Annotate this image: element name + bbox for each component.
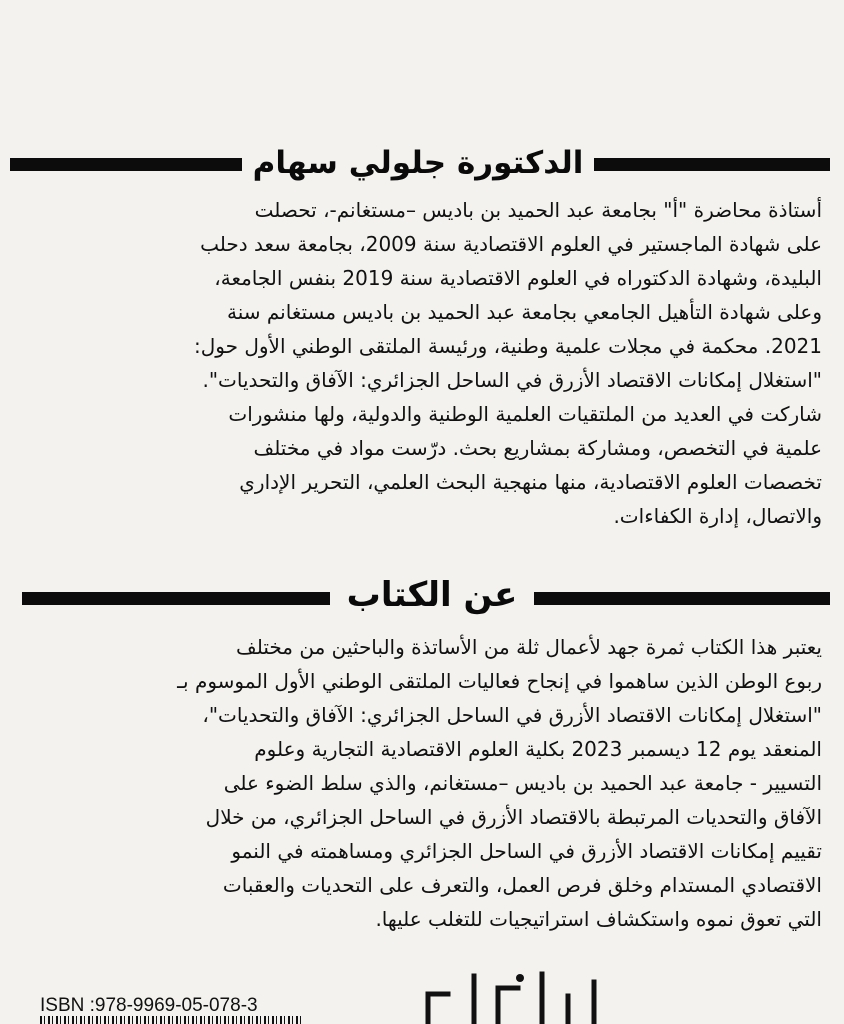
- bio-line: "استغلال إمكانات الاقتصاد الأزرق في الساحل الجزائري: الآفاق والتحديات".: [202, 368, 822, 392]
- bio-line: البليدة، وشهادة الدكتوراه في العلوم الاقتصادية سنة 2019 بنفس الجامعة،: [214, 266, 822, 290]
- isbn-label: ISBN :978-9969-05-078-3: [40, 995, 258, 1016]
- bio-line: أستاذة محاضرة "أ" بجامعة عبد الحميد بن باديس –مستغانم-، تحصلت: [254, 198, 822, 222]
- summary-line: يعتبر هذا الكتاب ثمرة جهد لأعمال ثلة من الأساتذة والباحثين من مختلف: [236, 635, 822, 659]
- author-heading-row: [0, 138, 844, 188]
- bio-line: والاتصال، إدارة الكفاءات.: [613, 504, 822, 528]
- bio-line: شاركت في العديد من الملتقيات العلمية الوطنية والدولية، ولها منشورات: [228, 402, 822, 426]
- heading-rule-right: [534, 592, 830, 605]
- bio-line: وعلى شهادة التأهيل الجامعي بجامعة عبد الحميد بن باديس مستغانم سنة: [226, 300, 822, 324]
- summary-line: التسيير - جامعة عبد الحميد بن باديس –مستغانم، والذي سلط الضوء على: [223, 771, 822, 795]
- bio-line: 2021. محكمة في مجلات علمية وطنية، ورئيسة الملتقى الوطني الأول حول:: [194, 334, 822, 358]
- summary-line: تقييم إمكانات الاقتصاد الأزرق في الساحل الجزائري ومساهمته في النمو: [231, 839, 822, 863]
- about-book-heading: عن الكتاب: [346, 575, 518, 615]
- summary-line: ربوع الوطن الذين ساهموا في إنجاح فعاليات الملتقى الوطني الأول الموسوم بـ: [177, 669, 822, 693]
- bio-line: على شهادة الماجستير في العلوم الاقتصادية سنة 2009، بجامعة سعد دحلب: [200, 232, 822, 256]
- heading-rule-left: [10, 158, 242, 171]
- barcode: [40, 1016, 302, 1024]
- summary-line: "استغلال إمكانات الاقتصاد الأزرق في الساحل الجزائري: الآفاق والتحديات"،: [202, 703, 822, 727]
- about-book-heading-row: [0, 570, 844, 620]
- summary-line: المنعقد يوم 12 ديسمبر 2023 بكلية العلوم الاقتصادية التجارية وعلوم: [254, 737, 822, 761]
- summary-line: التي تعوق نموه واستكشاف استراتيجيات للتغلب عليها.: [375, 907, 822, 931]
- author-name-heading: الدكتورة جلولي سهام: [252, 145, 584, 181]
- heading-rule-right: [594, 158, 830, 171]
- bio-line: تخصصات العلوم الاقتصادية، منها منهجية البحث العلمي، التحرير الإداري: [239, 470, 822, 494]
- bio-line: علمية في التخصص، ومشاركة بمشاريع بحث. درّست مواد في مختلف: [253, 436, 822, 460]
- summary-line: الآفاق والتحديات المرتبطة بالاقتصاد الأزرق في الساحل الجزائري، من خلال: [205, 805, 822, 829]
- book-summary: [22, 630, 822, 936]
- author-bio: [22, 193, 822, 533]
- heading-rule-left: [22, 592, 330, 605]
- summary-line: الاقتصادي المستدام وخلق فرص العمل، والتعرف على التحديات والعقبات: [222, 873, 822, 897]
- publisher-logo: [420, 968, 610, 1024]
